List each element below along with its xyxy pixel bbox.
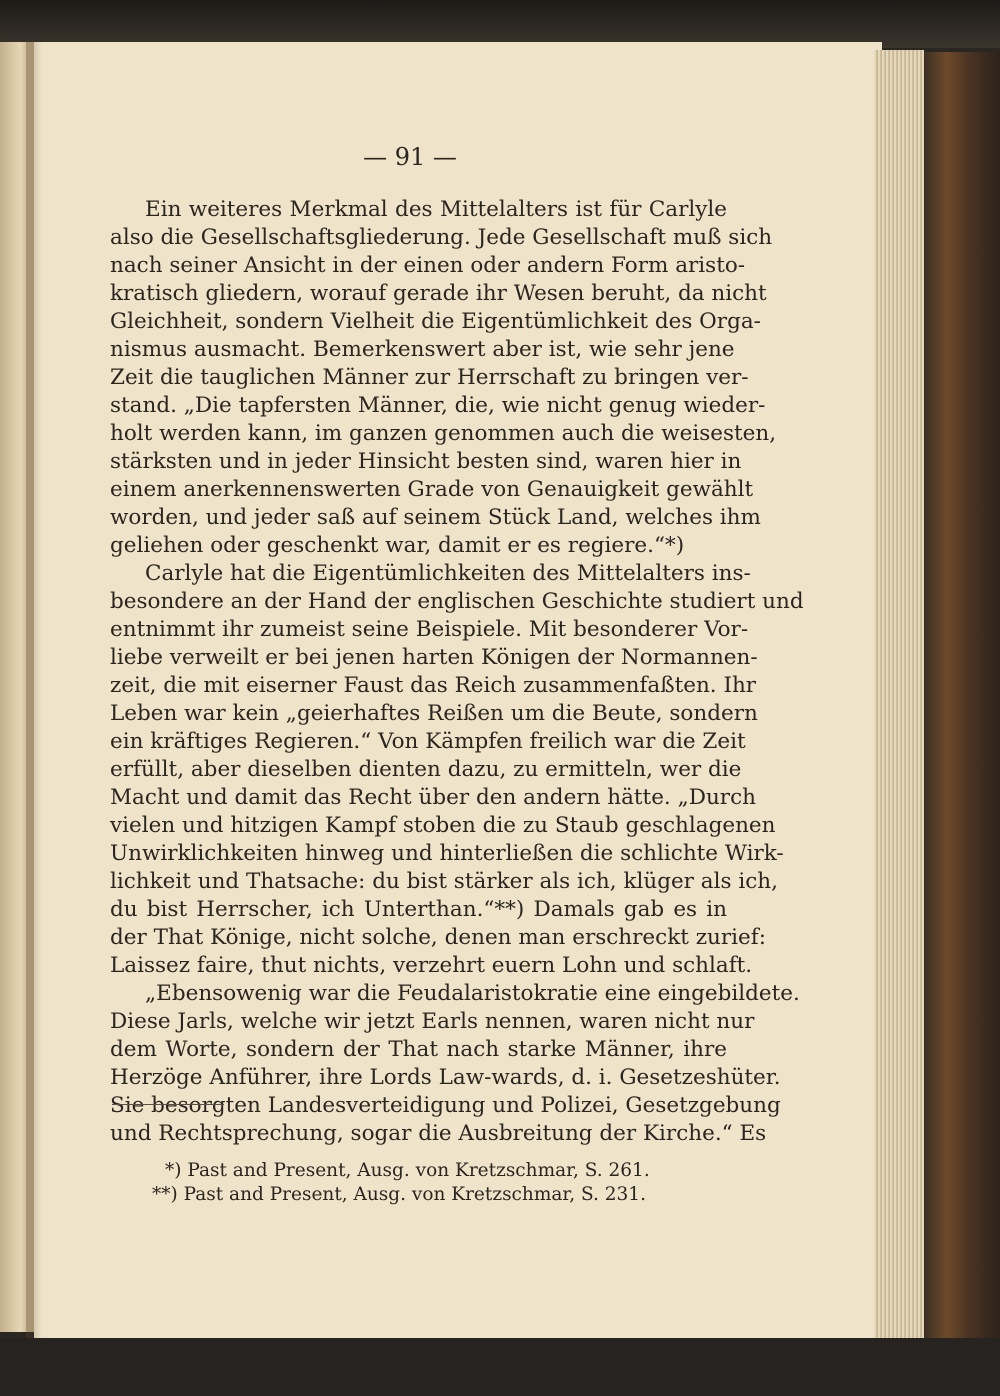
text-line: nismus ausmacht. Bemerkenswert aber ist, wie sehr jene (110, 337, 735, 362)
book-top-shadow (0, 0, 1000, 48)
text-line: besondere an der Hand der englischen Geschichte studiert und (110, 589, 804, 614)
text-line: zeit, die mit eiserner Faust das Reich zusammenfaßten. Ihr (110, 673, 757, 698)
text-line: Zeit die tauglichen Männer zur Herrschaft zu bringen ver- (110, 365, 749, 390)
text-line: vielen und hitzigen Kampf stoben die zu Staub geschlagenen (110, 813, 776, 838)
text-line: worden, und jeder saß auf seinem Stück Land, welches ihm (110, 505, 761, 530)
text-line: Laissez faire, thut nichts, verzehrt euern Lohn und schlaft. (110, 953, 753, 978)
text-line: entnimmt ihr zumeist seine Beispiele. Mit besonderer Vor- (110, 617, 749, 642)
text-line: Ein weiteres Merkmal des Mittelalters ist für Carlyle (145, 197, 727, 222)
text-line: also die Gesellschaftsgliederung. Jede Gesellschaft muß sich (110, 225, 773, 250)
text-line: Herzöge Anführer, ihre Lords Law-wards, d. i. Gesetzeshüter. (110, 1065, 781, 1090)
book-bottom-shadow (0, 1338, 1000, 1396)
text-line: dem Worte, sondern der That nach starke Männer, ihre (110, 1037, 727, 1062)
text-line: Macht und damit das Recht über den andern hätte. „Durch (110, 785, 756, 810)
page-edges (874, 50, 924, 1346)
text-line: Unwirklichkeiten hinweg und hinterließen die schlichte Wirk- (110, 841, 784, 866)
text-line: holt werden kann, im ganzen genommen auch die weisesten, (110, 421, 777, 446)
book-cover-edge (924, 52, 1000, 1352)
text-line: liebe verweilt er bei jenen harten Königen der Normannen- (110, 645, 758, 670)
page-number: — 91 — (363, 143, 457, 171)
text-line: geliehen oder geschenkt war, damit er es regiere.“*) (110, 533, 685, 558)
text-line: Gleichheit, sondern Vielheit die Eigentümlichkeit des Orga- (110, 309, 761, 334)
footnote: *) Past and Present, Ausg. von Kretzschmar, S. 261. (165, 1160, 650, 1181)
text-line: du bist Herrscher, ich Unterthan.“**) Damals gab es in (110, 897, 727, 922)
footnote: **) Past and Present, Ausg. von Kretzschmar, S. 231. (152, 1184, 646, 1205)
text-line: ein kräftiges Regieren.“ Von Kämpfen freilich war die Zeit (110, 729, 746, 754)
text-line: der That Könige, nicht solche, denen man erschreckt zurief: (110, 925, 766, 950)
text-line: einem anerkennenswerten Grade von Genauigkeit gewählt (110, 477, 754, 502)
text-line: Leben war kein „geierhaftes Reißen um die Beute, sondern (110, 701, 758, 726)
text-line: Sie besorgten Landesverteidigung und Polizei, Gesetzgebung (110, 1093, 781, 1118)
text-line: stärksten und in jeder Hinsicht besten sind, waren hier in (110, 449, 742, 474)
text-line: lichkeit und Thatsache: du bist stärker als ich, klüger als ich, (110, 869, 778, 894)
text-line: stand. „Die tapfersten Männer, die, wie nicht genug wieder- (110, 393, 766, 418)
text-line: kratisch gliedern, worauf gerade ihr Wesen beruht, da nicht (110, 281, 767, 306)
text-line: und Rechtsprechung, sogar die Ausbreitung der Kirche.“ Es (110, 1121, 767, 1146)
footnote-rule (112, 1104, 224, 1105)
text-line: Carlyle hat die Eigentümlichkeiten des Mittelalters ins- (145, 561, 751, 586)
text-line: Diese Jarls, welche wir jetzt Earls nennen, waren nicht nur (110, 1009, 755, 1034)
text-line: erfüllt, aber dieselben dienten dazu, zu ermitteln, wer die (110, 757, 742, 782)
text-line: „Ebensowenig war die Feudalaristokratie eine eingebildete. (145, 981, 800, 1006)
book-gutter (26, 42, 42, 1342)
text-line: nach seiner Ansicht in der einen oder andern Form aristo- (110, 253, 746, 278)
